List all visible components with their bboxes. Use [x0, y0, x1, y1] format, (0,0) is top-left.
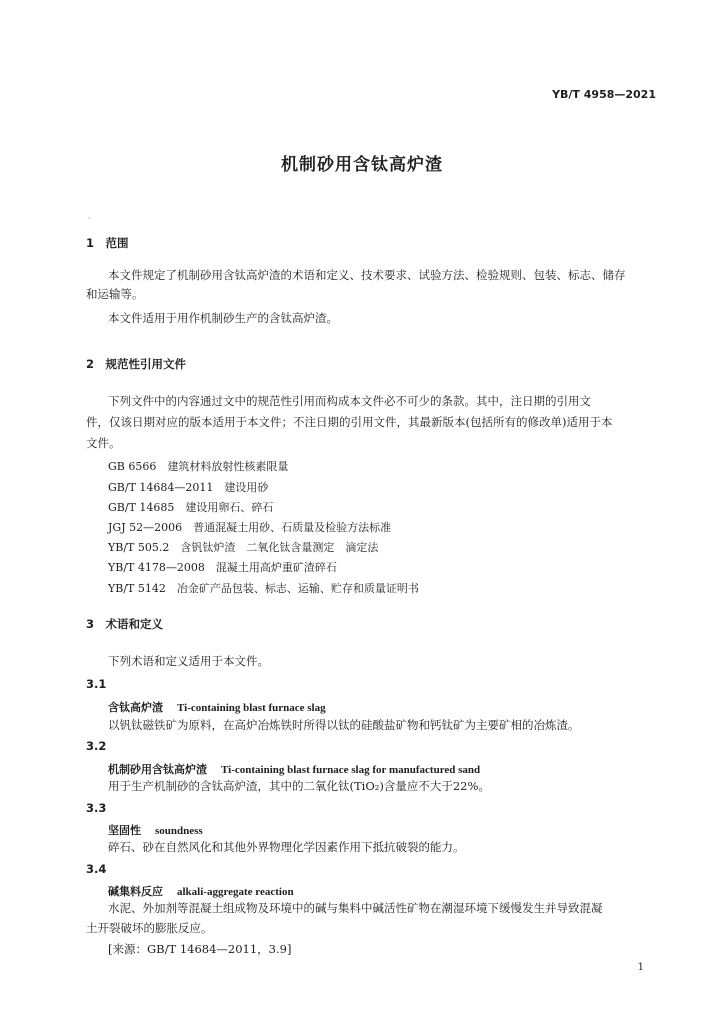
term-number: 3.1 — [86, 677, 107, 691]
term-definition: 以钒钛磁铁矿为原料，在高炉冶炼铁时所得以钛的硅酸盐矿物和钙钛矿为主要矿相的冶炼渣。 — [108, 718, 580, 732]
term-definition: 用于生产机制砂的含钛高炉渣，其中的二氧化钛(TiO₂)含量应不大于22%。 — [108, 779, 490, 793]
reference-item: YB/T 5142 冶金矿产品包装、标志、运输、贮存和质量证明书 — [108, 582, 419, 595]
section-heading-normative: 2 规范性引用文件 — [86, 357, 187, 371]
normative-intro-line: 文件。 — [86, 436, 121, 450]
section-heading-scope: 1 范围 — [86, 236, 129, 250]
terms-intro: 下列术语和定义适用于本文件。 — [108, 654, 269, 668]
term-english: Ti-containing blast furnace slag — [177, 702, 326, 714]
term-english: soundness — [155, 825, 203, 837]
term-chinese: 碱集料反应 — [108, 885, 163, 898]
reference-item: GB/T 14684—2011 建设用砂 — [108, 481, 269, 494]
reference-item: GB/T 14685 建设用卵石、碎石 — [108, 501, 274, 514]
term-heading — [108, 822, 203, 838]
term-heading — [108, 761, 480, 777]
term-definition-line: 水泥、外加剂等混凝土组成物及环境中的碱与集料中碱活性矿物在潮湿环境下缓慢发生并导致混凝 — [108, 901, 603, 915]
scope-paragraph: 本文件适用于用作机制砂生产的含钛高炉渣。 — [108, 311, 338, 325]
term-source: [来源：GB/T 14684—2011，3.9] — [108, 942, 292, 956]
reference-item: JGJ 52—2006 普通混凝土用砂、石质量及检验方法标准 — [108, 521, 392, 534]
term-heading — [108, 699, 326, 715]
term-chinese: 含钛高炉渣 — [108, 701, 163, 714]
term-chinese: 机制砂用含钛高炉渣 — [108, 763, 207, 776]
page-number: 1 — [637, 962, 644, 973]
document-title: 机制砂用含钛高炉渣 — [281, 155, 443, 175]
term-number: 3.2 — [86, 739, 107, 753]
term-chinese: 坚固性 — [108, 824, 141, 837]
reference-item: YB/T 505.2 含钒钛炉渣 二氧化钛含量测定 滴定法 — [108, 541, 379, 554]
term-definition: 碎石、砂在自然风化和其他外界物理化学因素作用下抵抗破裂的能力。 — [108, 840, 465, 854]
term-number: 3.4 — [86, 862, 107, 876]
normative-intro-line: 件，仅该日期对应的版本适用于本文件；不注日期的引用文件，其最新版本(包括所有的修改单)适用于本 — [86, 415, 613, 429]
scope-paragraph-line: 和运输等。 — [86, 287, 144, 301]
scan-mark: · — [88, 214, 91, 223]
normative-intro-line: 下列文件中的内容通过文中的规范性引用而构成本文件必不可少的条款。其中，注日期的引用文 — [108, 394, 591, 408]
term-definition-line: 土开裂破坏的膨胀反应。 — [86, 921, 213, 935]
term-heading — [108, 883, 294, 899]
reference-item: GB 6566 建筑材料放射性核素限量 — [108, 460, 289, 473]
scope-paragraph-line: 本文件规定了机制砂用含钛高炉渣的术语和定义、技术要求、试验方法、检验规则、包装、标志、储存 — [108, 268, 626, 282]
term-english: Ti-containing blast furnace slag for manufactured sand — [221, 764, 481, 776]
term-english: alkali-aggregate reaction — [177, 886, 294, 898]
standard-code: YB/T 4958—2021 — [552, 88, 656, 101]
section-heading-terms: 3 术语和定义 — [86, 617, 164, 631]
term-number: 3.3 — [86, 801, 107, 815]
reference-item: YB/T 4178—2008 混凝土用高炉重矿渣碎石 — [108, 561, 337, 574]
